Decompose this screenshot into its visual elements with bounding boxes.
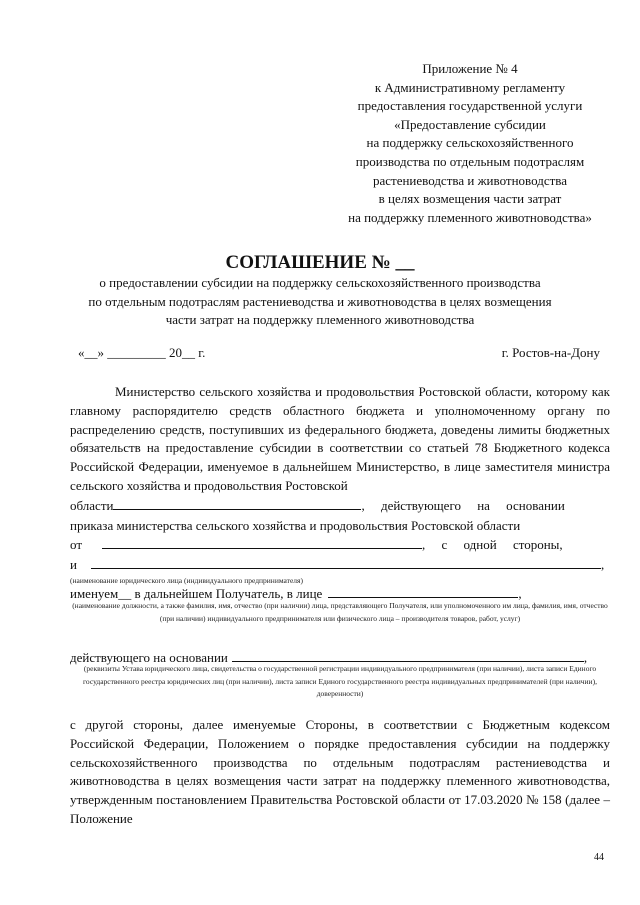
date-place-line [78,345,600,361]
blank-field [102,538,422,549]
agreement-parties-paragraph [70,716,610,829]
appendix-line: на поддержку племенного животноводства» [348,209,592,225]
appendix-header [300,60,640,227]
line-imenuem: именуем__ в дальнейшем Получатель, в лице , [70,586,522,601]
document-subtitle [50,274,590,330]
appendix-line: растениеводства и животноводства [372,172,568,188]
appendix-line: к Административному регламенту [374,79,566,95]
label-deystvuyushchego: , действующего на основании [361,498,565,513]
blank-field [328,587,518,598]
label-oblasti: области [70,498,114,513]
blank-field [232,651,584,662]
line-ot [70,537,610,553]
agreement-city: г. Ростов-на-Дону [501,345,600,360]
agreement-preamble [70,383,610,496]
line-prikaz: приказа министерства сельского хозяйства и продовольствия Ростовской области [70,518,521,533]
label-imenuem: именуем__ в дальнейшем Получатель, в лице [70,586,323,601]
appendix-line: производства по отдельным подотраслям [355,153,585,169]
appendix-line: на поддержку сельскохозяйственного [366,135,574,151]
note-documents: (реквизиты Устава юридического лица, свидетельства о государственной регистрации индивидуального предпринимателя (при наличии), листа записи Единого государственного реестра юридических лиц (при наличии), листа записи Единого государственного реестра индивидуальных предпринимателей (при наличии), доверенности) [83,664,597,698]
line-oblasti [70,498,610,514]
document-title: СОГЛАШЕНИЕ № __ [225,252,415,273]
line-i: и , [70,557,605,572]
note-representative: (наименование должности, а также фамилия, имя, отчество (при наличии) лица, представляющего Получателя, или уполномоченного им лица, фамилия, имя, отчество (при наличии) индивидуального предпринимателя или физического лица – производителя товаров, работ, услуг) [72,601,608,623]
preamble-paragraph: Министерство сельского хозяйства и продовольствия Ростовской области, которому как главному распорядителю средств областного бюджета и уполномоченному органу по распределению средств, поступивших из федерального бюджета, доведены лимиты бюджетных обязательств на предоставление субсидии в соответствии со статьей 78 Бюджетного кодекса Российской Федерации, именуемое в дальнейшем Министерство, в лице заместителя министра сельского хозяйства и продовольствия Ростовской [70,384,610,493]
subtitle-line: части затрат на поддержку племенного животноводства [165,312,475,327]
parties-paragraph: с другой стороны, далее именуемые Стороны, в соответствии с Бюджетным кодексом Российской Федерации, Положением о порядке предоставления субсидии на поддержку сельскохозяйственного производства по отдельным подотраслям растениеводства и животноводства в целях возмещения части затрат на поддержку племенного животноводства, утвержденным постановлением Правительства Ростовской области от 17.03.2020 № 158 (далее – Положение [70,717,610,826]
note-legal-entity: (наименование юридического лица (индивидуального предпринимателя) [70,576,303,585]
subtitle-line: о предоставлении субсидии на поддержку сельскохозяйственного производства [99,275,541,290]
appendix-line: предоставления государственной услуги [357,98,583,114]
appendix-line: в целях возмещения части затрат [378,191,562,207]
subtitle-line: по отдельным подотраслям растениеводства и животноводства в целях возмещения [88,293,552,309]
label-ot: от [70,537,83,552]
agreement-date: «__» _________ 20__ г. [78,345,206,360]
appendix-line: Приложение № 4 [422,61,518,76]
page-number: 44 [594,852,604,863]
appendix-line: «Предоставление субсидии [394,116,546,132]
line-deystvuyushchego: действующего на основании , [70,650,588,665]
blank-field [113,499,361,510]
blank-field [91,558,601,569]
label-deystvuyushchego-na-osnovanii: действующего на основании [70,650,228,665]
label-odnoy-storony: , с одной стороны, [422,537,563,552]
label-i: и [70,557,77,572]
